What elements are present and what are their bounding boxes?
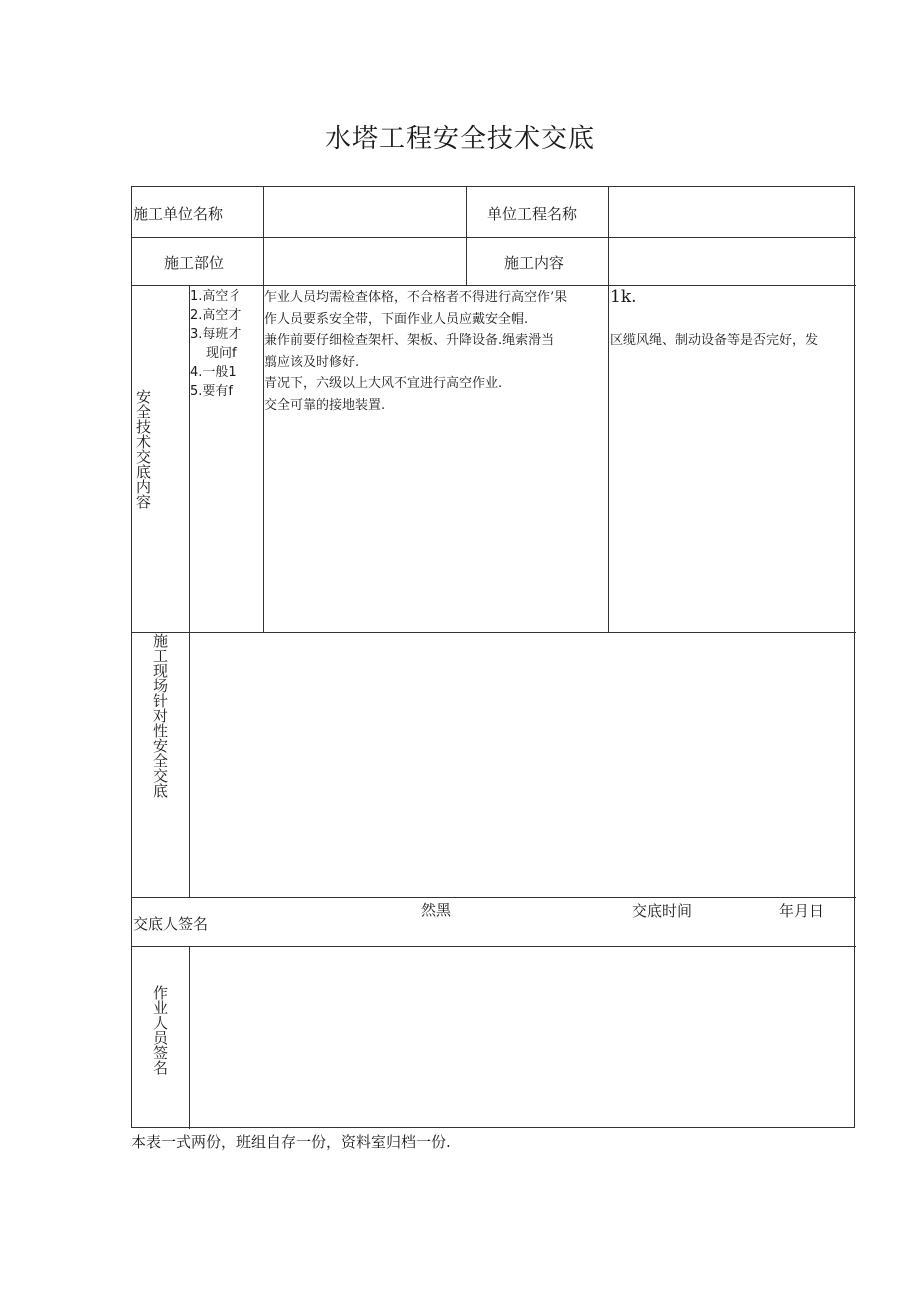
list-item: 2.高空才 <box>190 308 242 323</box>
list-item: 翦应该及时修好. <box>264 354 360 370</box>
col-divider <box>608 187 609 285</box>
list-item: 3.每班才 <box>190 327 242 342</box>
disclosure-date-field[interactable]: 年月日 <box>779 902 825 920</box>
project-name-label: 单位工程名称 <box>487 205 578 223</box>
safety-detail-text <box>264 287 567 416</box>
construction-content-label: 施工内容 <box>504 254 565 272</box>
list-item: 兼作前要仔细检查架杆、架板、升降设备.绳索滑当 <box>264 333 555 348</box>
discloser-signature: 然黑 <box>421 901 452 919</box>
safety-disclosure-label: 安全技术交底内容 <box>134 389 152 509</box>
safety-item-list <box>190 287 241 401</box>
col-divider <box>189 632 190 897</box>
row-divider <box>132 897 856 898</box>
row-divider <box>132 237 856 238</box>
col-divider <box>189 946 190 1129</box>
list-item: 乍业人员均需检查体格，不合格者不得进行高空作’果 <box>264 290 568 305</box>
safety-right-text: 区缆风绳、制动设备等是否完好，发 <box>610 333 819 348</box>
construction-part-label: 施工部位 <box>164 254 225 272</box>
row-divider <box>132 946 856 947</box>
list-item: 1.高空彳 <box>190 289 242 304</box>
list-item: 交全可靠的接地装置. <box>264 397 386 413</box>
site-specific-label: 施工现场针对性安全交底 <box>151 633 169 798</box>
col-divider <box>466 187 467 285</box>
row-divider <box>132 285 856 286</box>
footer-note: 本表一式两份，班组自存一份，资料室归档一份. <box>131 1133 451 1151</box>
unit-name-label: 施工单位名称 <box>133 205 224 223</box>
safety-right-heading: 1k. <box>610 287 637 307</box>
col-divider <box>263 187 264 285</box>
col-divider <box>608 285 609 632</box>
list-item: 作人员要系安全带，下面作业人员应戴安全帽. <box>264 311 529 327</box>
page-title: 水塔工程安全技术交底 <box>324 124 595 154</box>
disclosure-form-table <box>131 186 855 1128</box>
list-item: 5.要有f <box>190 384 233 399</box>
row-divider <box>132 632 856 633</box>
workers-signature-label: 作业人员签名 <box>151 985 169 1075</box>
list-item: 4.一般1 <box>190 365 237 380</box>
discloser-signature-label: 交底人签名 <box>133 915 209 933</box>
list-item: 青况下，六级以上大风不宜进行高空作业. <box>264 376 503 391</box>
disclosure-time-label: 交底时间 <box>632 902 693 920</box>
list-item: 现问f <box>206 346 237 361</box>
